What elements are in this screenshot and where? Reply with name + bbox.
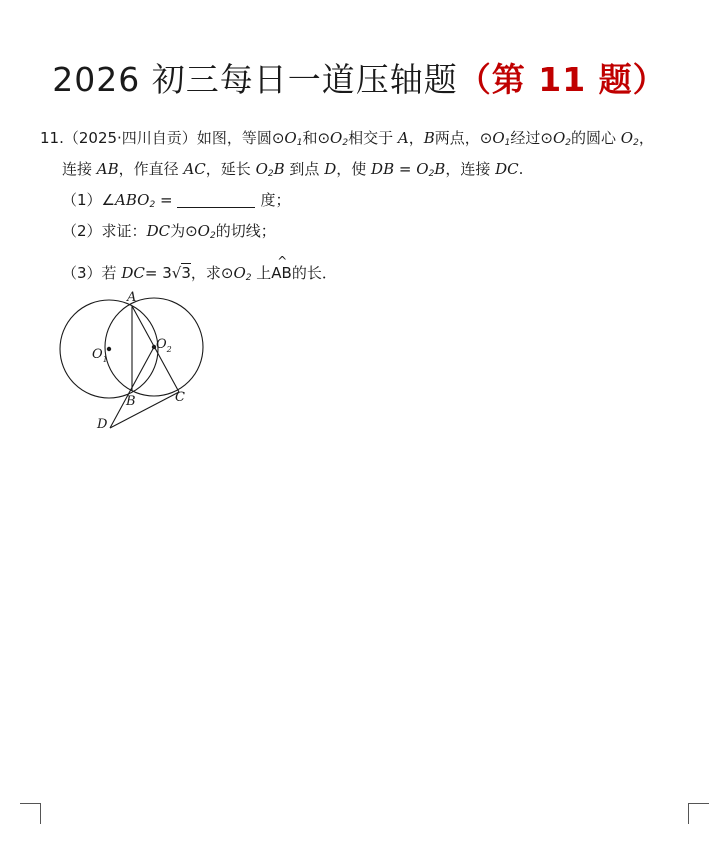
stem-text: ， (408, 129, 424, 147)
stem-text: = 3 (144, 264, 172, 282)
arc-hat: ^ (277, 254, 288, 268)
stem-text: ，使 (336, 160, 367, 178)
math-o2: O (620, 129, 634, 147)
title-main: 2026 初三每日一道压轴题 (52, 60, 458, 99)
page-corner-mark-left (20, 803, 41, 824)
problem-stem-line-1 (40, 127, 654, 154)
math-sub: 2 (342, 138, 349, 148)
math-o1: O (284, 129, 297, 147)
part-2 (62, 220, 276, 247)
stem-text: 若 (101, 264, 117, 282)
angle-symbol: ∠ (101, 191, 115, 209)
stem-text: 两点，⊙ (434, 129, 493, 147)
answer-blank[interactable] (177, 193, 255, 208)
stem-text: 的圆心 (571, 129, 617, 147)
math-o2: O (197, 222, 210, 240)
sqrt-symbol: √ (171, 264, 182, 282)
stem-text: 到点 (289, 160, 320, 178)
part-label: （2） (62, 222, 102, 240)
label-c: C (175, 390, 185, 405)
stem-text: 的长． (291, 264, 337, 282)
stem-text: . (518, 160, 524, 178)
stem-text: 为⊙ (170, 222, 198, 240)
math-dc: DC (495, 160, 519, 178)
stem-text: 上 (256, 264, 272, 282)
label-d: D (97, 417, 108, 432)
math-dc: DC (146, 222, 171, 240)
stem-text: 度； (260, 191, 291, 209)
stem-text: 连接 (62, 160, 93, 178)
math-point-a: A (397, 129, 409, 147)
math-o2: O (416, 160, 429, 178)
math-o2: O (552, 129, 566, 147)
part-3 (62, 254, 337, 289)
page-corner-mark-right (688, 803, 709, 824)
math-abo: ABO (115, 191, 150, 209)
arc-ab (271, 254, 292, 284)
part-label: （1） (62, 191, 102, 209)
math-sub: 1 (296, 138, 303, 148)
radicand: 3 (181, 264, 191, 282)
math-sub: 2 (633, 138, 639, 148)
math-sub: 2 (149, 200, 156, 210)
math-point-b: B (423, 129, 435, 147)
math-point-b: B (273, 160, 285, 178)
problem-source: （2025·四川自贡） (63, 129, 197, 147)
part-label: （3） (62, 264, 102, 282)
label-a: A (127, 290, 137, 305)
page-title (0, 58, 719, 102)
stem-text: 和⊙ (302, 129, 331, 147)
math-dc: DC (121, 264, 145, 282)
stem-text: ，延长 (205, 160, 251, 178)
arc-label: AB (271, 264, 292, 282)
label-o2-letter: O (156, 337, 167, 352)
geometry-figure (55, 290, 215, 440)
math-o2: O (233, 264, 246, 282)
math-o1: O (492, 129, 505, 147)
stem-text: ，连接 (445, 160, 491, 178)
stem-text: ， (638, 129, 654, 147)
math-sub: 2 (267, 169, 274, 179)
label-o1-letter: O (92, 347, 103, 362)
stem-text: 相交于 (348, 129, 394, 147)
stem-text: 的切线； (215, 222, 276, 240)
math-ab: AB (96, 160, 119, 178)
math-ac: AC (183, 160, 206, 178)
math-o2: O (255, 160, 268, 178)
math-sub: 1 (504, 138, 511, 148)
math-sub: 2 (428, 169, 435, 179)
math-point-b: B (434, 160, 446, 178)
math-sub: 2 (565, 138, 571, 148)
label-o2 (156, 337, 172, 354)
label-o2-sub: 2 (166, 345, 172, 354)
math-point-d: D (324, 160, 337, 178)
problem-stem-line-2 (62, 158, 523, 185)
math-o2: O (330, 129, 343, 147)
math-sub: 2 (245, 273, 252, 283)
stem-text: ，作直径 (118, 160, 179, 178)
label-o1-sub: 1 (102, 355, 108, 364)
stem-text: = (159, 191, 173, 209)
math-sub: 2 (209, 231, 216, 241)
stem-text: 经过⊙ (510, 129, 553, 147)
point-o1 (107, 347, 111, 351)
stem-text: 如图，等圆⊙ (196, 129, 285, 147)
title-badge: （第 11 题） (457, 60, 667, 99)
stem-text: = (398, 160, 412, 178)
label-b: B (126, 394, 136, 409)
part-1 (62, 189, 291, 216)
stem-text: 求证： (101, 222, 147, 240)
math-db: DB (371, 160, 395, 178)
problem-number: 11. (40, 129, 64, 147)
stem-text: ，求⊙ (190, 264, 234, 282)
